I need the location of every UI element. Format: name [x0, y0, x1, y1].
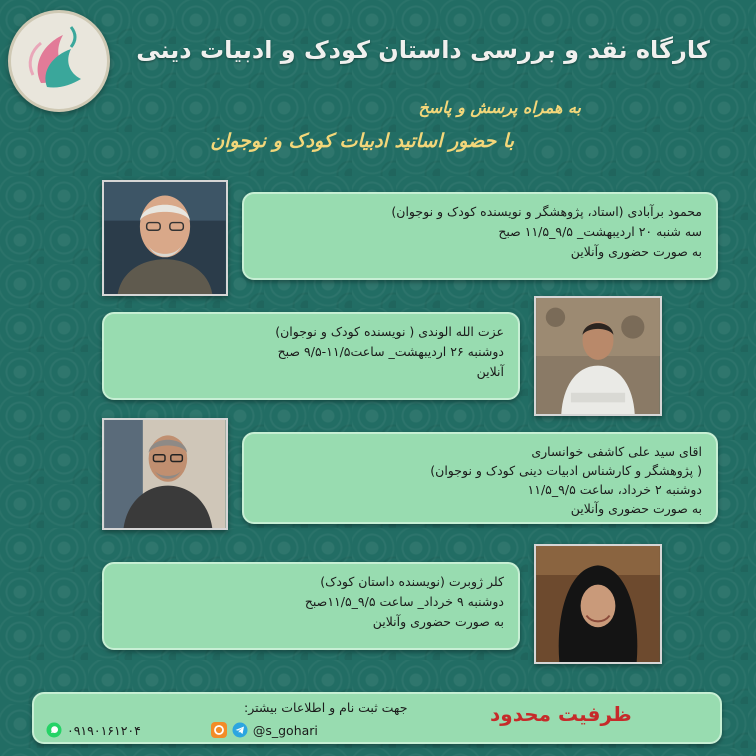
session-mode-1: به صورت حضوری وآنلاین [570, 244, 702, 259]
subtitle-qa: به همراه پرسش و پاسخ [418, 98, 581, 117]
speaker-photo-1 [102, 180, 228, 296]
footer-bar [32, 692, 722, 744]
session-mode-2: آنلاین [476, 364, 504, 379]
speaker-role-3: ( پژوهشگر و کارشناس ادبیات دینی کودک و نوجوان) [430, 463, 702, 478]
speaker-name-1: محمود برآبادی (استاد، پژوهشگر و نویسنده کودک و نوجوان) [391, 204, 702, 219]
speaker-name-4: کلر ژوبرت (نویسنده داستان کودک) [320, 574, 504, 589]
subtitle-professors: با حضور اساتید ادبیات کودک و نوجوان [210, 130, 514, 152]
eitaa-icon [211, 722, 227, 738]
page-title: کارگاه نقد و بررسی داستان کودک و ادبیات دینی [136, 36, 710, 64]
speaker-photo-4 [534, 544, 662, 664]
session-time-4: دوشنبه ۹ خرداد_ ساعت ۹/۵_۱۱/۵صبح [304, 594, 504, 609]
telegram-icon [232, 722, 248, 738]
session-time-3: دوشنبه ۲ خرداد، ساعت ۹/۵_۱۱/۵ [527, 482, 702, 497]
phone-number[interactable]: ۰۹۱۹۰۱۶۱۲۰۴ [67, 722, 141, 738]
registration-text: جهت ثبت نام و اطلاعات بیشتر: [244, 700, 408, 715]
whatsapp-icon [46, 722, 62, 738]
session-card-1 [242, 192, 718, 280]
session-time-2: دوشنبه ۲۶ اردیبهشت_ ساعت۱۱/۵-۹/۵ صبح [277, 344, 504, 359]
speaker-name-3: اقای سید علی کاشفی خوانساری [531, 444, 702, 459]
speaker-name-2: عزت الله الوندی ( نویسنده کودک و نوجوان) [275, 324, 504, 339]
session-mode-3: به صورت حضوری وآنلاین [570, 501, 702, 516]
limited-capacity-text: ظرفیت محدود [490, 702, 632, 726]
session-time-1: سه شنبه ۲۰ اردیبهشت_ ۹/۵_۱۱/۵ صبح [498, 224, 702, 239]
session-card-2 [102, 312, 520, 400]
session-card-3 [242, 432, 718, 524]
session-mode-4: به صورت حضوری وآنلاین [372, 614, 504, 629]
logo [8, 10, 110, 112]
speaker-photo-2 [534, 296, 662, 416]
speaker-photo-3 [102, 418, 228, 530]
social-handle[interactable]: @s_gohari [252, 722, 318, 738]
session-card-4 [102, 562, 520, 650]
contact-row [46, 720, 318, 740]
